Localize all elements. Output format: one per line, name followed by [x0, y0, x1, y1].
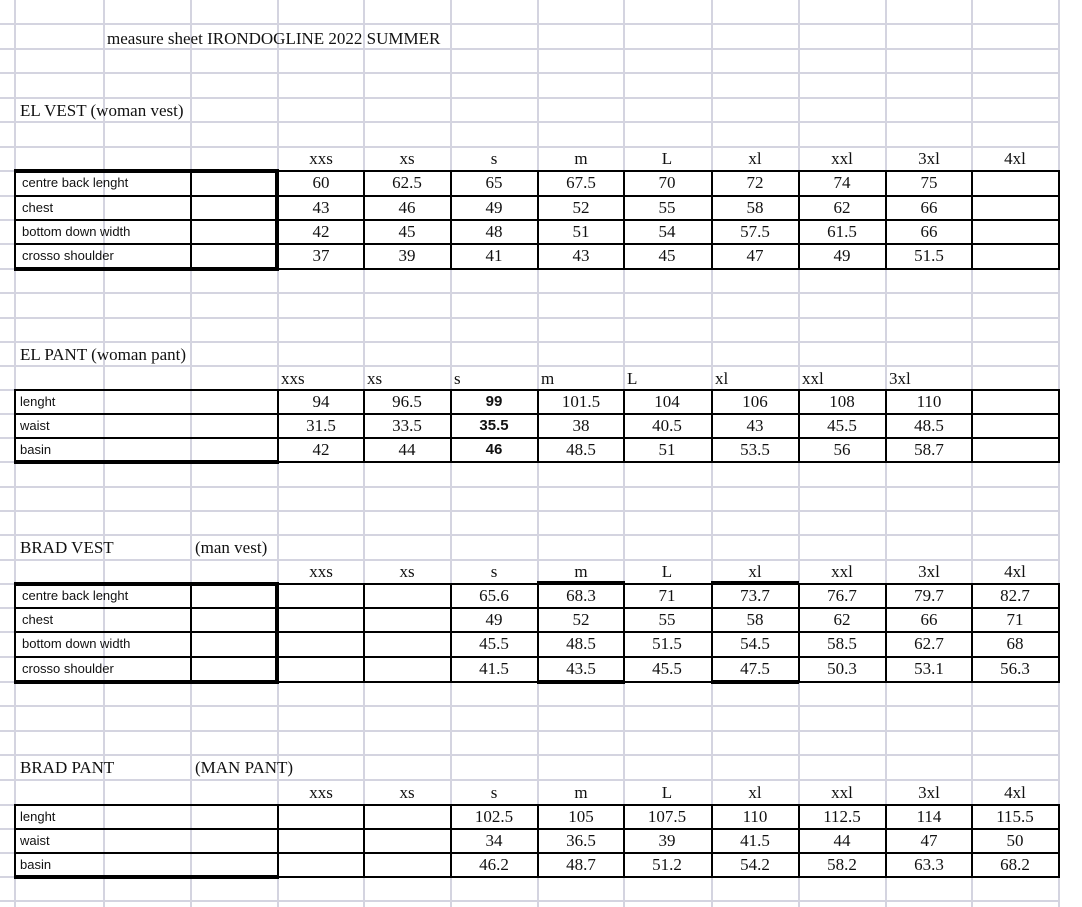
measurement-cell: 33.5 — [392, 416, 422, 435]
row-label: waist — [20, 833, 50, 848]
measurement-cell: 72 — [746, 173, 764, 192]
measurement-cell: 62.7 — [914, 634, 944, 653]
measurement-cell: 51.5 — [652, 634, 682, 653]
measurement-cell: 58 — [746, 610, 764, 629]
measurement-cell: 71 — [1006, 610, 1024, 629]
table-col-line — [14, 170, 16, 270]
measurement-cell: 46.2 — [479, 855, 509, 874]
measurement-cell: 39 — [658, 831, 676, 850]
gridline-horizontal — [0, 730, 1060, 732]
size-header: 4xl — [1004, 562, 1026, 581]
row-label: crosso shoulder — [22, 661, 114, 676]
table-col-line — [14, 583, 16, 683]
measurement-cell: 40.5 — [652, 416, 682, 435]
measurement-cell: 62 — [833, 198, 851, 217]
table-col-line — [363, 583, 365, 683]
size-header: 4xl — [1004, 783, 1026, 802]
section-heading: EL PANT (woman pant) — [20, 345, 187, 364]
size-header: xs — [399, 783, 415, 802]
table-col-line — [190, 170, 192, 270]
label-block-border — [14, 582, 279, 586]
section-heading: BRAD VEST — [20, 538, 114, 557]
size-header: 3xl — [918, 149, 940, 168]
measurement-cell: 63.3 — [914, 855, 944, 874]
measurement-cell: 60 — [312, 173, 330, 192]
measurement-cell: 52 — [572, 610, 590, 629]
gridline-horizontal — [0, 779, 1060, 781]
gridline-horizontal — [0, 292, 1060, 294]
size-header: xxs — [281, 369, 305, 388]
measurement-cell: 49 — [833, 246, 851, 265]
measurement-cell: 54 — [658, 222, 676, 241]
measurement-cell: 41.5 — [479, 659, 509, 678]
measurement-cell: 58.5 — [827, 634, 857, 653]
measurement-cell: 68.2 — [1000, 855, 1030, 874]
measurement-cell: 71 — [658, 586, 676, 605]
size-header: xxl — [831, 783, 853, 802]
row-label: chest — [22, 200, 54, 215]
gridline-horizontal — [0, 146, 1060, 148]
measurement-cell: 38 — [572, 416, 590, 435]
measurement-cell: 74 — [833, 173, 851, 192]
measurement-cell: 52 — [572, 198, 590, 217]
measurement-cell: 107.5 — [647, 807, 687, 826]
size-header: m — [541, 369, 555, 388]
measurement-cell: 48.5 — [566, 440, 596, 459]
table-col-line — [1058, 170, 1060, 270]
size-header: 3xl — [918, 562, 940, 581]
measurement-cell: 68.3 — [566, 586, 596, 605]
size-header: xl — [715, 369, 729, 388]
row-label: lenght — [20, 394, 56, 409]
measurement-cell: 66 — [920, 610, 938, 629]
measurement-cell: 48.5 — [914, 416, 944, 435]
measurement-cell: 43 — [746, 416, 764, 435]
measurement-cell: 35.5 — [479, 417, 509, 434]
row-label: centre back lenght — [22, 588, 129, 603]
measurement-cell: 68 — [1006, 634, 1024, 653]
table-col-line — [14, 804, 16, 878]
measurement-cell: 106 — [742, 392, 768, 411]
size-header: xs — [399, 562, 415, 581]
measurement-cell: 96.5 — [392, 392, 422, 411]
measurement-cell: 42 — [312, 440, 330, 459]
measurement-cell: 48.5 — [566, 634, 596, 653]
table-col-line — [1058, 583, 1060, 683]
table-col-line — [1058, 389, 1060, 463]
table-col-line — [363, 804, 365, 878]
measurement-cell: 58 — [746, 198, 764, 217]
gridline-horizontal — [0, 510, 1060, 512]
size-header: m — [574, 149, 588, 168]
measurement-cell: 51 — [658, 440, 676, 459]
row-label: bottom down width — [22, 224, 131, 239]
measurement-cell: 41.5 — [740, 831, 770, 850]
row-label: bottom down width — [22, 636, 131, 651]
measurement-cell: 94 — [312, 392, 330, 411]
size-header: 3xl — [918, 783, 940, 802]
measurement-cell: 55 — [658, 610, 676, 629]
measurement-cell: 99 — [485, 393, 503, 410]
size-header: s — [490, 149, 498, 168]
measurement-cell: 37 — [312, 246, 330, 265]
size-header: xl — [748, 562, 762, 581]
gridline-horizontal — [0, 900, 1060, 902]
table-col-line — [14, 389, 16, 463]
gridline-horizontal — [0, 754, 1060, 756]
measurement-cell: 104 — [654, 392, 680, 411]
gridline-horizontal — [0, 23, 1060, 25]
measurement-cell: 49 — [485, 610, 503, 629]
measurement-cell: 58.7 — [914, 440, 944, 459]
measurement-cell: 61.5 — [827, 222, 857, 241]
measurement-cell: 112.5 — [823, 807, 861, 826]
measurement-cell: 45 — [658, 246, 676, 265]
section-subheading: (MAN PANT) — [195, 758, 294, 777]
measurement-cell: 53.1 — [914, 659, 944, 678]
measurement-cell: 55 — [658, 198, 676, 217]
label-block-border — [14, 267, 279, 271]
row-label: basin — [20, 857, 52, 872]
measurement-cell: 50 — [1006, 831, 1024, 850]
size-header: s — [490, 562, 498, 581]
measurement-cell: 45 — [398, 222, 416, 241]
measurement-cell: 41 — [485, 246, 503, 265]
measurement-cell: 57.5 — [740, 222, 770, 241]
measurement-cell: 46 — [398, 198, 416, 217]
row-label: waist — [20, 418, 50, 433]
size-header: L — [661, 562, 673, 581]
measurement-cell: 62.5 — [392, 173, 422, 192]
size-header: xxs — [309, 783, 333, 802]
measurement-cell: 54.2 — [740, 855, 770, 874]
measurement-cell: 115.5 — [996, 807, 1034, 826]
size-header: m — [574, 562, 588, 581]
measurement-cell: 110 — [916, 392, 942, 411]
measurement-cell: 47.5 — [740, 659, 770, 678]
section-subheading: (man vest) — [195, 538, 268, 557]
size-header: s — [454, 369, 461, 388]
gridline-horizontal — [0, 559, 1060, 561]
size-header: L — [661, 783, 673, 802]
size-header: L — [661, 149, 673, 168]
column-highlight-border — [537, 581, 625, 585]
measurement-cell: 79.7 — [914, 586, 944, 605]
measurement-cell: 47 — [746, 246, 764, 265]
measurement-cell: 82.7 — [1000, 586, 1030, 605]
size-header: xxs — [309, 149, 333, 168]
column-highlight-border — [711, 680, 799, 684]
label-block-border — [14, 169, 279, 173]
row-label: chest — [22, 612, 54, 627]
measurement-cell: 67.5 — [566, 173, 596, 192]
measurement-cell: 108 — [829, 392, 855, 411]
row-label: crosso shoulder — [22, 248, 114, 263]
measurement-cell: 43 — [572, 246, 590, 265]
label-block-border — [14, 875, 279, 879]
measurement-cell: 43 — [312, 198, 330, 217]
gridline-horizontal — [0, 121, 1060, 123]
measurement-cell: 66 — [920, 222, 938, 241]
size-header: 3xl — [889, 369, 911, 388]
label-block-border — [275, 582, 279, 684]
row-label: basin — [20, 442, 52, 457]
measurement-cell: 102.5 — [474, 807, 514, 826]
measurement-cell: 42 — [312, 222, 330, 241]
size-header: xl — [748, 149, 762, 168]
table-col-line — [190, 583, 192, 683]
gridline-horizontal — [0, 486, 1060, 488]
measurement-cell: 105 — [568, 807, 594, 826]
measurement-cell: 31.5 — [306, 416, 336, 435]
gridline-horizontal — [0, 97, 1060, 99]
measurement-cell: 47 — [920, 831, 938, 850]
measurement-cell: 56.3 — [1000, 659, 1030, 678]
measurement-cell: 110 — [742, 807, 768, 826]
measurement-cell: 51 — [572, 222, 590, 241]
size-header: s — [490, 783, 498, 802]
gridline-horizontal — [0, 72, 1060, 74]
measurement-cell: 75 — [920, 173, 938, 192]
row-label: centre back lenght — [22, 175, 129, 190]
measurement-cell: 101.5 — [561, 392, 601, 411]
measurement-cell: 50.3 — [827, 659, 857, 678]
size-header: xs — [399, 149, 415, 168]
gridline-horizontal — [0, 341, 1060, 343]
measurement-cell: 46 — [485, 441, 503, 458]
measurement-cell: 58.2 — [827, 855, 857, 874]
gridline-horizontal — [0, 317, 1060, 319]
measurement-cell: 62 — [833, 610, 851, 629]
gridline-vertical — [190, 0, 192, 907]
measurement-cell: 45.5 — [827, 416, 857, 435]
size-header: 4xl — [1004, 149, 1026, 168]
section-heading: BRAD PANT — [20, 758, 115, 777]
size-header: xxs — [309, 562, 333, 581]
size-header: m — [574, 783, 588, 802]
sheet-title: measure sheet IRONDOGLINE 2022 SUMMER — [107, 29, 441, 48]
measurement-cell: 76.7 — [827, 586, 857, 605]
size-header: xs — [367, 369, 383, 388]
measurement-cell: 56 — [833, 440, 851, 459]
label-block-border — [14, 460, 279, 464]
measurement-cell: 70 — [658, 173, 676, 192]
measurement-cell: 66 — [920, 198, 938, 217]
table-col-line — [1058, 804, 1060, 878]
label-block-border — [14, 680, 279, 684]
measurement-cell: 48 — [485, 222, 503, 241]
section-heading: EL VEST (woman vest) — [20, 101, 184, 120]
measurement-cell: 45.5 — [479, 634, 509, 653]
size-header: xxl — [802, 369, 824, 388]
measurement-cell: 114 — [916, 807, 942, 826]
size-header: xxl — [831, 149, 853, 168]
size-header: L — [627, 369, 638, 388]
measurement-cell: 51.2 — [652, 855, 682, 874]
gridline-horizontal — [0, 534, 1060, 536]
gridline-horizontal — [0, 365, 1060, 367]
measurement-cell: 43.5 — [566, 659, 596, 678]
column-highlight-border — [537, 680, 625, 684]
measurement-cell: 65 — [485, 173, 503, 192]
size-header: xl — [748, 783, 762, 802]
measurement-cell: 53.5 — [740, 440, 770, 459]
measurement-cell: 39 — [398, 246, 416, 265]
measurement-cell: 34 — [485, 831, 503, 850]
measurement-cell: 36.5 — [566, 831, 596, 850]
gridline-horizontal — [0, 705, 1060, 707]
table-col-line — [277, 804, 279, 878]
measurement-cell: 49 — [485, 198, 503, 217]
column-highlight-border — [711, 581, 799, 585]
measurement-cell: 44 — [398, 440, 416, 459]
measurement-cell: 54.5 — [740, 634, 770, 653]
size-header: xxl — [831, 562, 853, 581]
measurement-cell: 51.5 — [914, 246, 944, 265]
measurement-cell: 44 — [833, 831, 851, 850]
measurement-cell: 45.5 — [652, 659, 682, 678]
measurement-cell: 65.6 — [479, 586, 509, 605]
measurement-cell: 73.7 — [740, 586, 770, 605]
row-label: lenght — [20, 809, 56, 824]
measurement-cell: 48.7 — [566, 855, 596, 874]
